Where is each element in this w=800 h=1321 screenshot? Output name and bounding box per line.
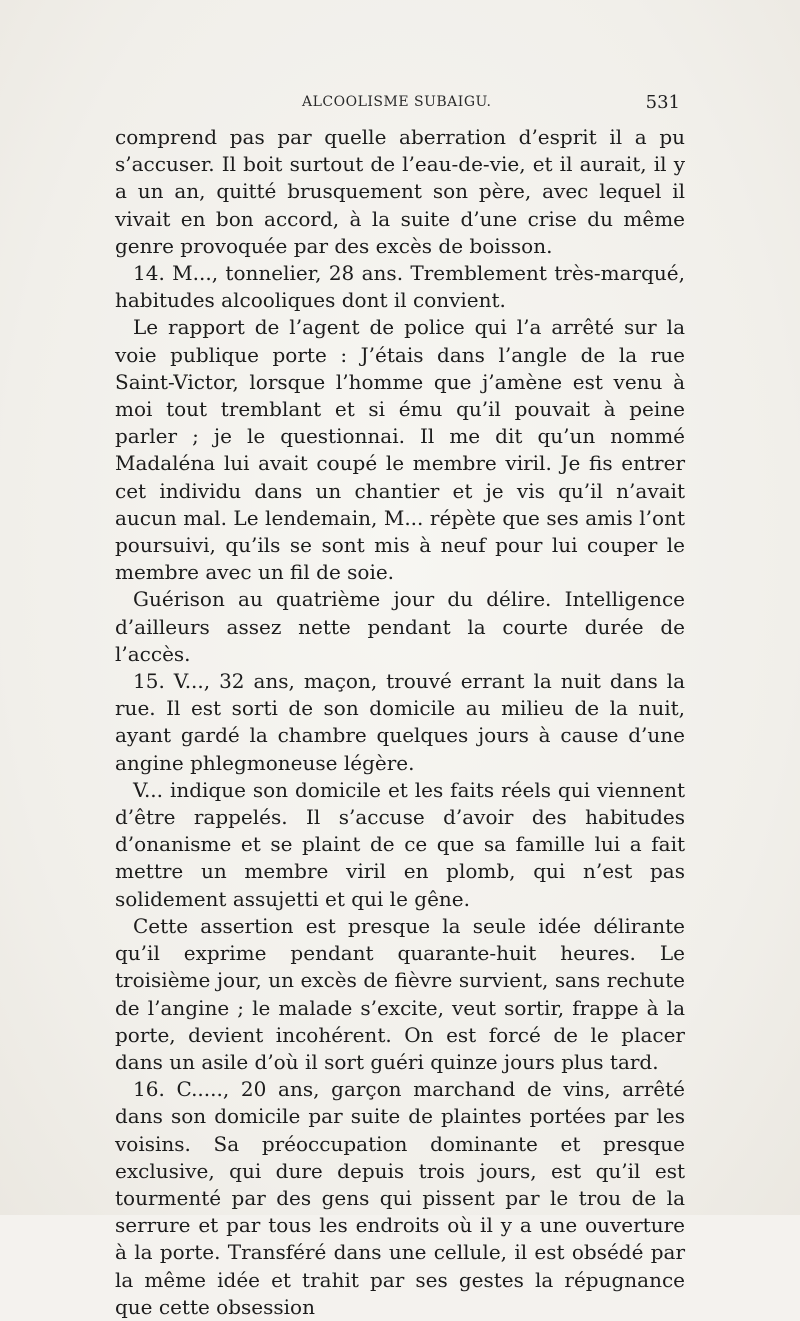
paragraph-case-16: 16. C....., 20 ans, garçon marchand de vins, arrêté dans son domicile par suite de plaintes portées par les voisins. Sa préoccupation dominante et presque exclusive, qui dure depuis trois jours, est qu’il est tourmenté par des gens qui pissent par le trou de la serrure et par tous les endroits où il y a une ouverture à la porte. Transféré dans une cellule, il est obsédé par la même idée et trahit par ses gestes la répugnance que cette obsession (115, 1077, 685, 1319)
paragraph-case-15-evolution: Cette assertion est presque la seule idée délirante qu’il exprime pendant quarante-huit heures. Le troisième jour, un excès de fièvre survient, sans rechute de l’angine ; le malade s’excite, veut sortir, frappe à la porte, devient incohérent. On est forcé de le placer dans un asile d’où il sort guéri quinze jours plus tard. (115, 913, 685, 1074)
page-number: 531 (645, 92, 680, 113)
body-text (115, 124, 685, 1321)
paragraph-case-15: 15. V..., 32 ans, maçon, trouvé errant la nuit dans la rue. Il est sorti de son domicile au milieu de la nuit, ayant gardé la chambre quelques jours à cause d’une angine phlegmoneuse légère. (115, 669, 685, 775)
page-header (112, 92, 684, 118)
paragraph-case-15-details: V... indique son domicile et les faits réels qui viennent d’être rappelés. Il s’accuse d’avoir des habitudes d’onanisme et se plaint de ce que sa famille lui a fait mettre un membre viril en plomb, qui n’est pas solidement assujetti et qui le gêne. (115, 777, 685, 911)
paragraph-continuation: comprend pas par quelle aberration d’esprit il a pu s’accuser. Il boit surtout de l’eau-de-vie, et il aurait, il y a un an, quitté brusquement son père, avec lequel il vivait en bon accord, à la suite d’une crise du même genre provoquée par des excès de boisson. (115, 125, 685, 258)
paragraph-police-report: Le rapport de l’agent de police qui l’a arrêté sur la voie publique porte : J’étais dans l’angle de la rue Saint-Victor, lorsque l’homme que j’amène est venu à moi tout tremblant et si ému qu’il pouvait à peine parler ; je le questionnai. Il me dit qu’un nommé Madaléna lui avait coupé le membre viril. Je fis entrer cet individu dans un chantier et je vis qu’il n’avait aucun mal. Le lendemain, M... répète que ses amis l’ont poursuivi, qu’ils se sont mis à neuf pour lui couper le membre avec un fil de soie. (115, 315, 685, 585)
running-title: ALCOOLISME SUBAIGU. (302, 94, 492, 110)
paragraph-recovery: Guérison au quatrième jour du délire. Intelligence d’ailleurs assez nette pendant la courte durée de l’accès. (115, 587, 685, 666)
paragraph-case-14: 14. M..., tonnelier, 28 ans. Tremblement très-marqué, habitudes alcooliques dont il convient. (115, 261, 685, 313)
